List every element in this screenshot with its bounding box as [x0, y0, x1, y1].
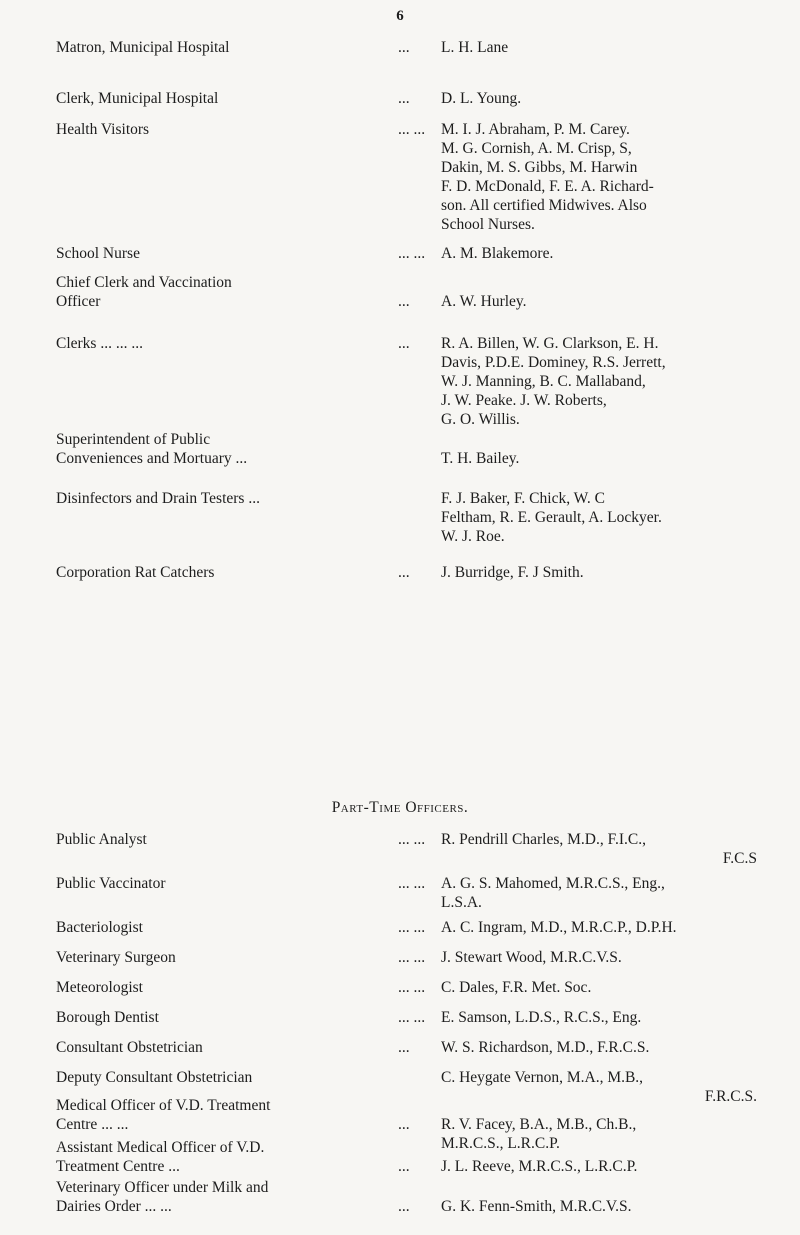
- position-title-line: Public Vaccinator: [56, 875, 166, 892]
- officer-names: [441, 978, 767, 997]
- officer-names-line: W. J. Manning, B. C. Mallaband,: [441, 373, 646, 390]
- leader-dots: ...: [398, 1158, 410, 1175]
- officer-names-line: J. Burridge, F. J Smith.: [441, 564, 584, 581]
- leader-dots: ...: [398, 1198, 410, 1215]
- officer-names-line: School Nurses.: [441, 216, 535, 233]
- leader-dots: ...: [398, 1116, 410, 1133]
- leader-dots: ... ...: [398, 875, 426, 892]
- position-title-line: Clerks ... ... ...: [56, 335, 143, 352]
- leader-dots: ... ...: [398, 919, 426, 936]
- officer-names-line: F. D. McDonald, F. E. A. Richard-: [441, 178, 654, 195]
- position-title-line: Bacteriologist: [56, 919, 143, 936]
- officer-names-line: R. A. Billen, W. G. Clarkson, E. H.: [441, 335, 659, 352]
- leader-dots: ...: [398, 39, 410, 56]
- officer-names-line: J. Stewart Wood, M.R.C.V.S.: [441, 949, 622, 966]
- officer-names: [441, 1115, 767, 1153]
- position-title-line: Public Analyst: [56, 831, 147, 848]
- leader-dots: ... ...: [398, 979, 426, 996]
- leader-dots: ... ...: [398, 831, 426, 848]
- officer-names-line: Dakin, M. S. Gibbs, M. Harwin: [441, 159, 638, 176]
- officer-names-line: Davis, P.D.E. Dominey, R.S. Jerrett,: [441, 354, 666, 371]
- position-title: [56, 1096, 398, 1134]
- officer-names-line: T. H. Bailey.: [441, 450, 520, 467]
- officer-names-line: F. J. Baker, F. Chick, W. C: [441, 490, 605, 507]
- officer-names: [441, 1008, 767, 1027]
- position-title-line: Matron, Municipal Hospital: [56, 39, 230, 56]
- position-title-line: Consultant Obstetrician: [56, 1039, 203, 1056]
- position-title-line: Medical Officer of V.D. Treatment: [56, 1097, 271, 1114]
- position-title-line: Conveniences and Mortuary ...: [56, 450, 248, 467]
- section-heading-part-time: Part-Time Officers.: [331, 799, 469, 816]
- officer-names: [441, 874, 767, 912]
- leader-dots: ...: [398, 1039, 410, 1056]
- position-title-line: Deputy Consultant Obstetrician: [56, 1069, 253, 1086]
- officer-names: [441, 830, 767, 868]
- officer-names: [441, 1157, 767, 1176]
- officer-names: [441, 948, 767, 967]
- officer-names-line: G. K. Fenn-Smith, M.R.C.V.S.: [441, 1198, 632, 1215]
- officer-names-line: G. O. Willis.: [441, 411, 520, 428]
- officer-names-line: C. Dales, F.R. Met. Soc.: [441, 979, 592, 996]
- officer-names: [441, 1068, 767, 1106]
- officer-names-line: M. I. J. Abraham, P. M. Carey.: [441, 121, 630, 138]
- officer-names-line: M. G. Cornish, A. M. Crisp, S,: [441, 140, 632, 157]
- position-title-line: Veterinary Surgeon: [56, 949, 176, 966]
- officer-names-line: C. Heygate Vernon, M.A., M.B.,: [441, 1069, 644, 1086]
- position-title-line: Meteorologist: [56, 979, 143, 996]
- officer-names: [441, 1038, 767, 1057]
- officer-names-line: D. L. Young.: [441, 90, 522, 107]
- leader-dots: ... ...: [398, 1009, 426, 1026]
- officer-names-line: E. Samson, L.D.S., R.C.S., Eng.: [441, 1009, 642, 1026]
- officer-names-line: M.R.C.S., L.R.C.P.: [441, 1135, 560, 1152]
- leader-dots: ...: [398, 90, 410, 107]
- leader-dots: ...: [398, 564, 410, 581]
- officer-names-line: R. Pendrill Charles, M.D., F.I.C.,: [441, 831, 646, 848]
- position-title: [56, 874, 398, 893]
- officer-names: [441, 1197, 767, 1216]
- position-title-line: Treatment Centre ...: [56, 1158, 180, 1175]
- position-title: [56, 978, 398, 997]
- officer-names-line: A. C. Ingram, M.D., M.R.C.P., D.P.H.: [441, 919, 677, 936]
- position-title-line: Assistant Medical Officer of V.D.: [56, 1139, 265, 1156]
- position-title: [56, 948, 398, 967]
- position-title-line: Dairies Order ... ...: [56, 1198, 172, 1215]
- officer-names-line: Feltham, R. E. Gerault, A. Lockyer.: [441, 509, 662, 526]
- officer-names-line: J. L. Reeve, M.R.C.S., L.R.C.P.: [441, 1158, 638, 1175]
- position-title-line: Superintendent of Public: [56, 431, 211, 448]
- officer-names-line: L. H. Lane: [441, 39, 509, 56]
- officer-names-line: W. J. Roe.: [441, 528, 505, 545]
- officer-names-line: J. W. Peake. J. W. Roberts,: [441, 392, 607, 409]
- position-title: [56, 918, 398, 937]
- page-number: 6: [396, 8, 404, 24]
- position-title: [56, 1178, 398, 1216]
- position-title-line: Health Visitors: [56, 121, 150, 138]
- position-title: [56, 1068, 398, 1087]
- officer-names-line: A. W. Hurley.: [441, 293, 527, 310]
- officer-names-line: son. All certified Midwives. Also: [441, 197, 647, 214]
- officer-names: [441, 918, 767, 937]
- officer-names-line: A. G. S. Mahomed, M.R.C.S., Eng.,: [441, 875, 665, 892]
- officer-names-line: F.R.C.S.: [704, 1088, 757, 1105]
- leader-dots: ... ...: [398, 121, 426, 138]
- position-title: [56, 830, 398, 849]
- leader-dots: ... ...: [398, 245, 426, 262]
- position-title-line: Disinfectors and Drain Testers ...: [56, 490, 260, 507]
- position-title-line: Officer: [56, 293, 101, 310]
- position-title-line: Chief Clerk and Vaccination: [56, 274, 232, 291]
- leader-dots: ...: [398, 335, 410, 352]
- position-title: [56, 1138, 398, 1176]
- position-title: [56, 1038, 398, 1057]
- leader-dots: ...: [398, 293, 410, 310]
- position-title-line: Borough Dentist: [56, 1009, 159, 1026]
- position-title-line: School Nurse: [56, 245, 140, 262]
- officer-names-line: W. S. Richardson, M.D., F.R.C.S.: [441, 1039, 650, 1056]
- officer-names-line: L.S.A.: [441, 894, 482, 911]
- position-title-line: Corporation Rat Catchers: [56, 564, 215, 581]
- position-title-line: Veterinary Officer under Milk and: [56, 1179, 269, 1196]
- position-title: [56, 1008, 398, 1027]
- position-title-line: Centre ... ...: [56, 1116, 129, 1133]
- position-title-line: Clerk, Municipal Hospital: [56, 90, 219, 107]
- officer-names-line: F.C.S: [722, 850, 757, 867]
- officer-names-line: R. V. Facey, B.A., M.B., Ch.B.,: [441, 1116, 637, 1133]
- leader-dots: ... ...: [398, 949, 426, 966]
- officer-names-line: A. M. Blakemore.: [441, 245, 554, 262]
